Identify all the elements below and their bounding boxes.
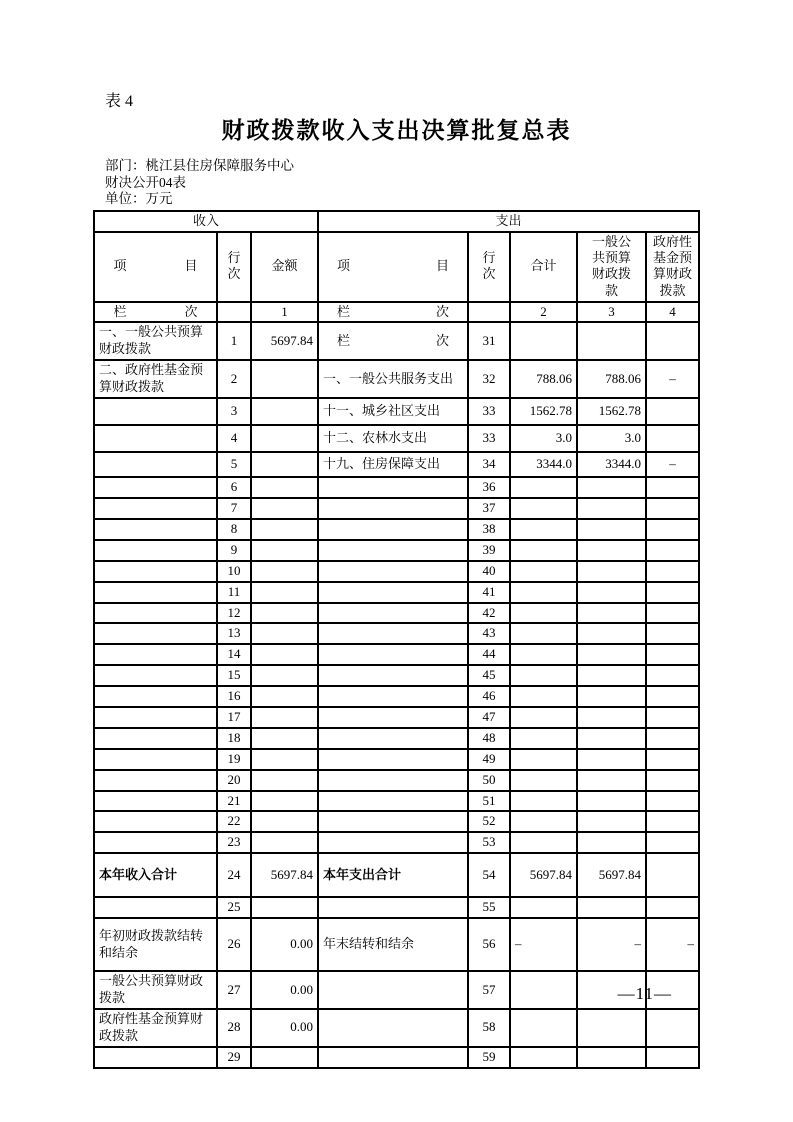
cell-income-amount [251, 519, 318, 540]
cell-expense-fund: – [646, 360, 699, 398]
cell-expense-fund [646, 853, 699, 897]
cell-expense-general [577, 498, 646, 519]
cell-income-amount [251, 665, 318, 686]
cell-expense-general [577, 603, 646, 624]
cell-income-row-no: 8 [217, 519, 251, 540]
cell-expense-general [577, 623, 646, 644]
table-row [94, 1047, 699, 1068]
cell-expense-item [318, 832, 468, 853]
cell-expense-fund [646, 398, 699, 425]
table-row [94, 360, 699, 398]
cell-income-row-no: 22 [217, 811, 251, 832]
cell-expense-item [318, 561, 468, 582]
cell-income-amount [251, 477, 318, 498]
cell-income-item [94, 686, 217, 707]
header-income-item-label: 项目 [113, 258, 198, 274]
cell-expense-item: 本年支出合计 [318, 853, 468, 897]
column-header-row [94, 232, 699, 302]
cell-expense-fund [646, 603, 699, 624]
cell-expense-item [318, 971, 468, 1009]
cell-expense-item [318, 644, 468, 665]
cell-expense-general: 788.06 [577, 360, 646, 398]
cell-income-row-no: 29 [217, 1047, 251, 1068]
cell-expense-item [318, 498, 468, 519]
cell-income-amount [251, 623, 318, 644]
cell-income-amount [251, 561, 318, 582]
table-row [94, 832, 699, 853]
cell-expense-general [577, 540, 646, 561]
cell-income-row-no: 9 [217, 540, 251, 561]
header-expense-fund [646, 232, 699, 302]
lanci-expense-row-no [468, 302, 510, 323]
cell-expense-fund [646, 322, 699, 360]
header-expense-general [577, 232, 646, 302]
cell-expense-general [577, 665, 646, 686]
cell-expense-general: 3344.0 [577, 452, 646, 477]
cell-income-row-no: 21 [217, 791, 251, 812]
cell-expense-fund [646, 477, 699, 498]
cell-income-item [94, 425, 217, 452]
cell-income-row-no: 13 [217, 623, 251, 644]
cell-income-item [94, 770, 217, 791]
cell-expense-total [510, 477, 577, 498]
cell-income-amount [251, 791, 318, 812]
cell-income-amount [251, 603, 318, 624]
table-row [94, 540, 699, 561]
cell-expense-total [510, 791, 577, 812]
cell-expense-row-no: 33 [468, 398, 510, 425]
cell-expense-row-no: 52 [468, 811, 510, 832]
cell-expense-item [318, 519, 468, 540]
cell-expense-general [577, 707, 646, 728]
section-expense: 支出 [318, 211, 699, 232]
cell-income-item: 一般公共预算财政拨款 [94, 971, 217, 1009]
cell-income-item [94, 561, 217, 582]
cell-expense-general: 1562.78 [577, 398, 646, 425]
cell-expense-total [510, 644, 577, 665]
header-expense-row-no-label: 行次 [482, 250, 496, 282]
table-row [94, 728, 699, 749]
table-row [94, 1009, 699, 1047]
meta-form-code: 财决公开04表 [105, 174, 186, 190]
cell-expense-item [318, 791, 468, 812]
cell-expense-row-no: 34 [468, 452, 510, 477]
cell-income-amount [251, 1047, 318, 1068]
cell-income-row-no: 17 [217, 707, 251, 728]
lanci-expense-label [318, 302, 468, 323]
cell-income-row-no: 20 [217, 770, 251, 791]
cell-expense-general [577, 749, 646, 770]
cell-expense-general: 3.0 [577, 425, 646, 452]
cell-expense-total [510, 707, 577, 728]
cell-income-row-no: 25 [217, 897, 251, 918]
cell-income-row-no: 4 [217, 425, 251, 452]
page-title: 财政拨款收入支出决算批复总表 [221, 117, 572, 143]
cell-expense-total: – [510, 918, 577, 971]
cell-income-item [94, 540, 217, 561]
cell-expense-row-no: 50 [468, 770, 510, 791]
cell-expense-fund [646, 665, 699, 686]
table-row [94, 665, 699, 686]
cell-income-amount: 5697.84 [251, 322, 318, 360]
header-expense-general-label: 一般公共预算财政拨款 [592, 233, 632, 298]
cell-income-row-no: 2 [217, 360, 251, 398]
cell-expense-fund [646, 561, 699, 582]
cell-income-amount [251, 749, 318, 770]
table-row [94, 603, 699, 624]
table-row [94, 971, 699, 1009]
column-number-amount: 1 [251, 302, 318, 323]
cell-income-row-no: 12 [217, 603, 251, 624]
cell-income-item [94, 811, 217, 832]
table-row [94, 770, 699, 791]
cell-income-item [94, 603, 217, 624]
cell-expense-row-no: 54 [468, 853, 510, 897]
cell-expense-fund [646, 1047, 699, 1068]
cell-expense-row-no: 47 [468, 707, 510, 728]
cell-expense-total [510, 540, 577, 561]
cell-expense-item: 十一、城乡社区支出 [318, 398, 468, 425]
table-row [94, 425, 699, 452]
cell-income-row-no: 1 [217, 322, 251, 360]
page-number: —11— [617, 984, 672, 1003]
cell-expense-general [577, 728, 646, 749]
cell-expense-total [510, 322, 577, 360]
column-number-fund: 4 [646, 302, 699, 323]
cell-income-row-no: 14 [217, 644, 251, 665]
cell-expense-item [318, 623, 468, 644]
cell-expense-general [577, 811, 646, 832]
cell-expense-general [577, 322, 646, 360]
header-expense-total: 合计 [510, 232, 577, 302]
cell-income-row-no: 16 [217, 686, 251, 707]
cell-expense-row-no: 36 [468, 477, 510, 498]
cell-expense-item: 十二、农林水支出 [318, 425, 468, 452]
cell-income-amount [251, 452, 318, 477]
table-row [94, 897, 699, 918]
cell-expense-fund [646, 1009, 699, 1047]
cell-expense-general [577, 791, 646, 812]
table-row [94, 707, 699, 728]
table-row [94, 791, 699, 812]
cell-income-item [94, 665, 217, 686]
cell-expense-fund [646, 707, 699, 728]
cell-income-item [94, 398, 217, 425]
header-expense-fund-label: 政府性基金预算财政拨款 [653, 233, 693, 298]
cell-income-item: 政府性基金预算财政拨款 [94, 1009, 217, 1047]
cell-income-item [94, 728, 217, 749]
cell-expense-row-no: 44 [468, 644, 510, 665]
cell-expense-fund [646, 749, 699, 770]
cell-expense-fund [646, 686, 699, 707]
cell-expense-general: 5697.84 [577, 853, 646, 897]
cell-expense-item [318, 811, 468, 832]
column-number-total: 2 [510, 302, 577, 323]
table-row [94, 853, 699, 897]
cell-expense-row-no: 45 [468, 665, 510, 686]
cell-expense-general: – [577, 918, 646, 971]
cell-expense-general [577, 1047, 646, 1068]
cell-income-row-no: 11 [217, 582, 251, 603]
cell-expense-total: 1562.78 [510, 398, 577, 425]
cell-expense-item: 一、一般公共服务支出 [318, 360, 468, 398]
cell-income-amount: 0.00 [251, 971, 318, 1009]
cell-expense-fund [646, 791, 699, 812]
cell-expense-total [510, 519, 577, 540]
cell-expense-fund [646, 770, 699, 791]
table-row [94, 623, 699, 644]
cell-expense-total: 5697.84 [510, 853, 577, 897]
cell-expense-item [318, 686, 468, 707]
cell-income-amount: 0.00 [251, 1009, 318, 1047]
cell-income-amount [251, 707, 318, 728]
lanci-income-text: 栏次 [113, 303, 198, 319]
cell-expense-general [577, 1009, 646, 1047]
cell-expense-row-no: 56 [468, 918, 510, 971]
cell-expense-fund [646, 498, 699, 519]
cell-expense-general [577, 770, 646, 791]
cell-expense-total [510, 749, 577, 770]
cell-income-item [94, 452, 217, 477]
meta-department: 部门：桃江县住房保障服务中心 [105, 158, 294, 173]
header-expense-item [318, 232, 468, 302]
lanci-income-label [94, 302, 217, 323]
cell-expense-item [318, 728, 468, 749]
cell-expense-fund [646, 811, 699, 832]
cell-income-amount [251, 897, 318, 918]
cell-expense-fund [646, 540, 699, 561]
cell-expense-item: 年末结转和结余 [318, 918, 468, 971]
cell-expense-row-no: 55 [468, 897, 510, 918]
cell-income-row-no: 15 [217, 665, 251, 686]
cell-income-row-no: 24 [217, 853, 251, 897]
lanci-repeat-text: 栏次 [337, 332, 450, 348]
cell-expense-fund [646, 897, 699, 918]
cell-expense-item [318, 540, 468, 561]
cell-expense-row-no: 49 [468, 749, 510, 770]
cell-expense-row-no: 51 [468, 791, 510, 812]
table-row [94, 561, 699, 582]
table-row [94, 322, 699, 360]
cell-income-amount: 0.00 [251, 918, 318, 971]
table-row [94, 686, 699, 707]
cell-income-row-no: 7 [217, 498, 251, 519]
cell-income-amount [251, 360, 318, 398]
cell-expense-total [510, 1047, 577, 1068]
lanci-income-row-no [217, 302, 251, 323]
cell-expense-row-no: 42 [468, 603, 510, 624]
cell-expense-fund [646, 425, 699, 452]
cell-expense-fund [646, 519, 699, 540]
cell-expense-total [510, 561, 577, 582]
cell-expense-item [318, 322, 468, 360]
cell-expense-item [318, 707, 468, 728]
section-header-row [94, 211, 699, 232]
cell-income-item [94, 897, 217, 918]
cell-income-item [94, 791, 217, 812]
table-number-label: 表 4 [105, 93, 134, 110]
header-income-row-no-label: 行次 [227, 250, 241, 282]
cell-income-row-no: 6 [217, 477, 251, 498]
cell-income-row-no: 5 [217, 452, 251, 477]
cell-expense-row-no: 40 [468, 561, 510, 582]
header-income-item [94, 232, 217, 302]
cell-expense-fund [646, 728, 699, 749]
table-row [94, 452, 699, 477]
cell-income-item [94, 477, 217, 498]
cell-expense-row-no: 41 [468, 582, 510, 603]
cell-expense-general [577, 686, 646, 707]
cell-income-row-no: 19 [217, 749, 251, 770]
cell-expense-total [510, 665, 577, 686]
table-row [94, 398, 699, 425]
cell-expense-item [318, 749, 468, 770]
cell-expense-total [510, 623, 577, 644]
cell-expense-row-no: 32 [468, 360, 510, 398]
cell-expense-row-no: 37 [468, 498, 510, 519]
cell-income-row-no: 27 [217, 971, 251, 1009]
cell-income-item [94, 1047, 217, 1068]
table-row [94, 811, 699, 832]
cell-expense-general [577, 644, 646, 665]
cell-income-item [94, 749, 217, 770]
cell-expense-fund [646, 644, 699, 665]
table-row [94, 519, 699, 540]
table-row [94, 644, 699, 665]
document-meta [105, 158, 294, 208]
column-number-general: 3 [577, 302, 646, 323]
cell-expense-general [577, 832, 646, 853]
cell-income-item: 年初财政拨款结转和结余 [94, 918, 217, 971]
cell-expense-row-no: 48 [468, 728, 510, 749]
cell-income-row-no: 26 [217, 918, 251, 971]
cell-income-amount [251, 540, 318, 561]
cell-expense-item: 十九、住房保障支出 [318, 452, 468, 477]
cell-expense-general [577, 582, 646, 603]
cell-income-amount [251, 582, 318, 603]
cell-expense-item [318, 770, 468, 791]
cell-income-amount [251, 644, 318, 665]
cell-income-amount: 5697.84 [251, 853, 318, 897]
cell-expense-total [510, 603, 577, 624]
cell-income-row-no: 10 [217, 561, 251, 582]
cell-income-row-no: 18 [217, 728, 251, 749]
cell-income-amount [251, 425, 318, 452]
cell-expense-total [510, 897, 577, 918]
cell-expense-fund [646, 832, 699, 853]
cell-expense-total [510, 811, 577, 832]
section-income: 收入 [94, 211, 318, 232]
cell-income-item: 本年收入合计 [94, 853, 217, 897]
cell-expense-row-no: 39 [468, 540, 510, 561]
meta-unit: 单位：万元 [105, 191, 173, 206]
header-expense-row-no [468, 232, 510, 302]
cell-income-amount [251, 686, 318, 707]
cell-income-item [94, 623, 217, 644]
cell-income-item [94, 644, 217, 665]
cell-expense-total [510, 498, 577, 519]
cell-expense-row-no: 46 [468, 686, 510, 707]
cell-expense-row-no: 33 [468, 425, 510, 452]
cell-income-amount [251, 728, 318, 749]
cell-income-item: 二、政府性基金预算财政拨款 [94, 360, 217, 398]
cell-expense-fund: – [646, 452, 699, 477]
cell-expense-total [510, 728, 577, 749]
cell-expense-row-no: 59 [468, 1047, 510, 1068]
cell-income-row-no: 28 [217, 1009, 251, 1047]
cell-income-amount [251, 811, 318, 832]
cell-expense-row-no: 38 [468, 519, 510, 540]
table-row [94, 582, 699, 603]
cell-income-item: 一、一般公共预算财政拨款 [94, 322, 217, 360]
cell-expense-total [510, 686, 577, 707]
cell-expense-item [318, 582, 468, 603]
cell-expense-item [318, 477, 468, 498]
cell-income-amount [251, 498, 318, 519]
cell-income-amount [251, 398, 318, 425]
cell-income-amount [251, 770, 318, 791]
cell-income-item [94, 582, 217, 603]
cell-expense-item [318, 1009, 468, 1047]
cell-income-item [94, 707, 217, 728]
cell-income-item [94, 519, 217, 540]
cell-expense-general [577, 897, 646, 918]
table-row [94, 918, 699, 971]
cell-expense-fund [646, 582, 699, 603]
cell-expense-fund: – [646, 918, 699, 971]
cell-expense-total: 788.06 [510, 360, 577, 398]
header-expense-item-label: 项目 [337, 258, 450, 274]
cell-expense-total [510, 832, 577, 853]
cell-expense-total [510, 770, 577, 791]
table-row [94, 498, 699, 519]
budget-table [93, 210, 700, 1069]
cell-expense-item [318, 1047, 468, 1068]
column-index-row [94, 302, 699, 323]
cell-expense-total [510, 582, 577, 603]
cell-expense-row-no: 43 [468, 623, 510, 644]
table-row [94, 477, 699, 498]
cell-expense-total: 3.0 [510, 425, 577, 452]
cell-expense-item [318, 665, 468, 686]
cell-income-row-no: 3 [217, 398, 251, 425]
cell-income-item [94, 832, 217, 853]
cell-expense-row-no: 53 [468, 832, 510, 853]
cell-expense-total [510, 1009, 577, 1047]
cell-income-row-no: 23 [217, 832, 251, 853]
table-body [94, 322, 699, 1067]
cell-expense-row-no: 58 [468, 1009, 510, 1047]
cell-income-item [94, 498, 217, 519]
cell-expense-item [318, 603, 468, 624]
cell-income-amount [251, 832, 318, 853]
lanci-expense-text: 栏次 [337, 303, 450, 319]
header-income-row-no [217, 232, 251, 302]
cell-expense-row-no: 57 [468, 971, 510, 1009]
cell-expense-general [577, 561, 646, 582]
cell-expense-fund [646, 623, 699, 644]
cell-expense-total: 3344.0 [510, 452, 577, 477]
table-row [94, 749, 699, 770]
cell-expense-row-no: 31 [468, 322, 510, 360]
cell-expense-total [510, 971, 577, 1009]
cell-expense-general [577, 477, 646, 498]
header-income-amount: 金额 [251, 232, 318, 302]
cell-expense-item [318, 897, 468, 918]
cell-expense-general [577, 519, 646, 540]
